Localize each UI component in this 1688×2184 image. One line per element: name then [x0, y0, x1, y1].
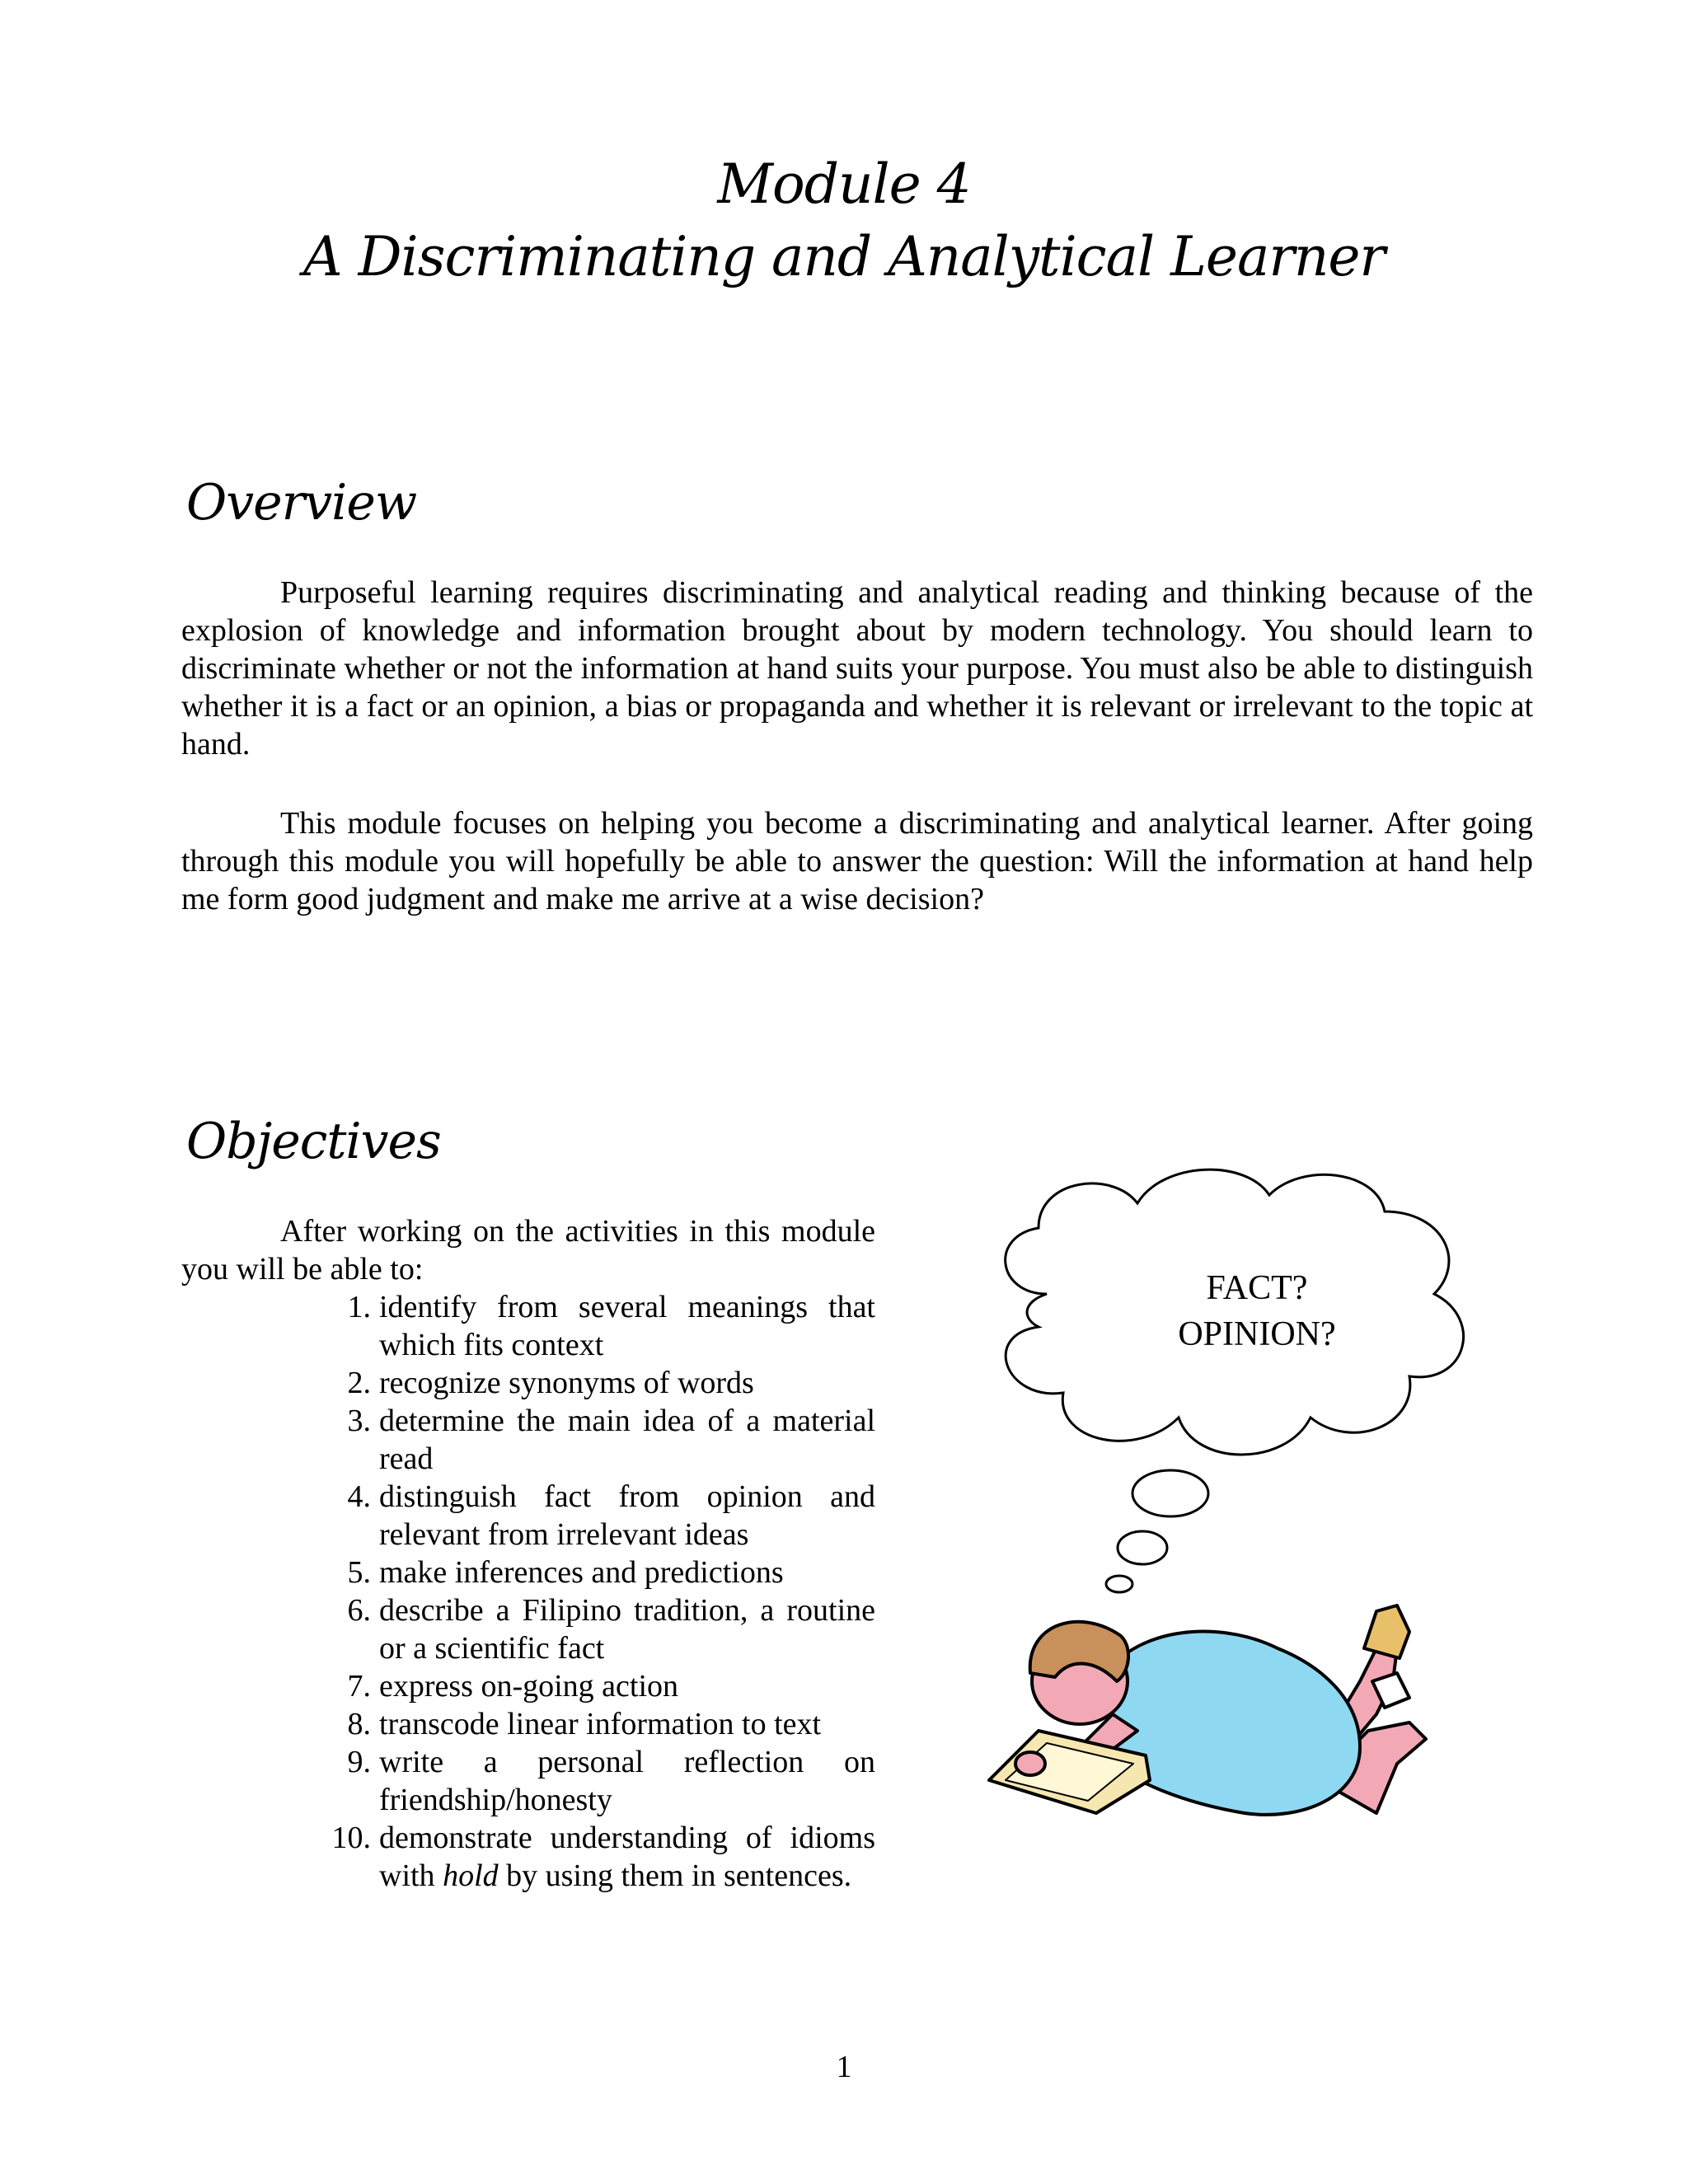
overview-paragraph-1 [181, 574, 1533, 763]
thought-cloud-text [1080, 1265, 1434, 1357]
list-item-number: 7. [347, 1669, 371, 1704]
list-item-text: identify from several meanings that which fits context [379, 1290, 875, 1362]
overview-heading: Overview [186, 474, 417, 532]
list-item [330, 1667, 875, 1705]
list-item-number: 4. [347, 1479, 371, 1514]
objectives-intro-text: After working on the activities in this module you will be able to: [181, 1214, 875, 1286]
fact-label: FACT? [1206, 1269, 1308, 1307]
title-block [0, 148, 1688, 293]
list-item-text-start: demonstrate understanding of idioms with [379, 1821, 875, 1893]
list-item [330, 1478, 875, 1554]
list-item-text-end: by using them in sentences. [498, 1858, 852, 1893]
module-title: Module 4 [717, 152, 971, 216]
list-item-number: 10. [331, 1821, 371, 1855]
list-item-number: 9. [347, 1745, 371, 1779]
thought-cloud-icon [1006, 1169, 1464, 1592]
page-number: 1 [836, 2050, 852, 2084]
list-item-text: write a personal reflection on friendship/honesty [379, 1745, 875, 1817]
list-item [330, 1554, 875, 1591]
list-item-number: 2. [347, 1366, 371, 1400]
list-item [330, 1402, 875, 1478]
objectives-intro [181, 1212, 875, 1288]
list-item-text: recognize synonyms of words [379, 1366, 754, 1400]
list-item-emphasis: hold [443, 1858, 499, 1893]
list-item [330, 1288, 875, 1364]
list-item-text: distinguish fact from opinion and relevant from irrelevant ideas [379, 1479, 875, 1552]
list-item [330, 1591, 875, 1667]
overview-paragraph-2-text: This module focuses on helping you become a discriminating and analytical learner. After going through this module you will hopefully be able to answer the question: Will the information at hand help me form good judgment and make me arrive at a wise decision? [181, 806, 1533, 916]
list-item-text: express on-going action [379, 1669, 679, 1704]
objectives-heading: Objectives [186, 1113, 441, 1170]
opinion-label: OPINION? [1178, 1315, 1336, 1353]
list-item-number: 6. [347, 1593, 371, 1628]
list-item [330, 1743, 875, 1819]
overview-paragraph-1-text: Purposeful learning requires discriminating and analytical reading and thinking because of the explosion of knowledge and information brought about by modern technology. You should learn to discriminate whether or not the information at hand suits your purpose. You must also be able to distinguish whether it is a fact or an opinion, a bias or propaganda and whether it is relevant or irrelevant to the topic at hand. [181, 575, 1533, 762]
list-item [330, 1364, 875, 1402]
list-item-text: make inferences and predictions [379, 1555, 784, 1590]
list-item-number: 5. [347, 1555, 371, 1590]
list-item [330, 1819, 875, 1895]
overview-paragraph-2 [181, 804, 1533, 918]
list-item-number: 1. [347, 1290, 371, 1324]
list-item-text: transcode linear information to text [379, 1707, 822, 1741]
objectives-list [330, 1288, 875, 1895]
list-item-number: 8. [347, 1707, 371, 1741]
girl-reading-icon [989, 1605, 1426, 1815]
module-subtitle: A Discriminating and Analytical Learner [302, 225, 1385, 288]
list-item-number: 3. [347, 1404, 371, 1438]
list-item-text: describe a Filipino tradition, a routine or a scientific fact [379, 1593, 875, 1666]
list-item-text: determine the main idea of a material read [379, 1404, 875, 1476]
list-item [330, 1705, 875, 1743]
